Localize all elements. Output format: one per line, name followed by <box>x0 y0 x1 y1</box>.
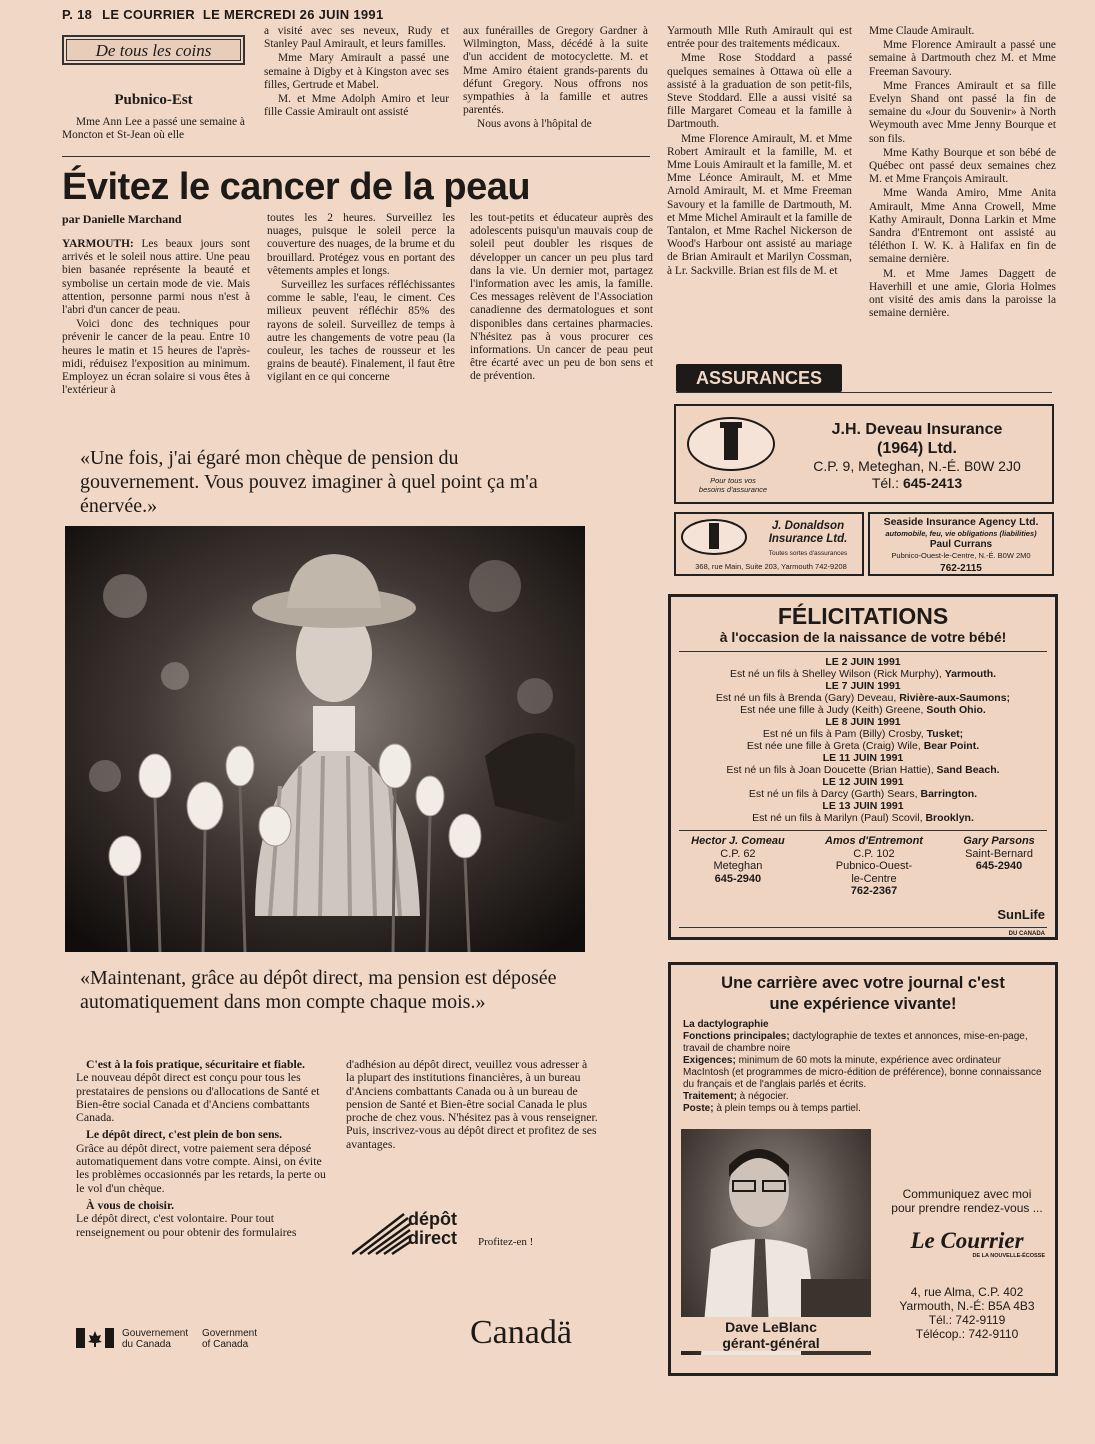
seaside-name: Seaside Insurance Agency Ltd. <box>883 516 1039 528</box>
manager-name: Dave LeBlanc <box>725 1319 817 1335</box>
career-item <box>683 1103 1043 1115</box>
agent-card <box>691 835 785 898</box>
seaside-tel: 762-2115 <box>940 563 982 574</box>
announcement-line <box>671 740 1055 752</box>
birth-announcements <box>671 656 1055 824</box>
paragraph: Mme Frances Amirault et sa fille Evelyn Shand ont passé la fin de semaine du «Jour du Souvenir» à North Weymouth avec Mme Jenny Bourque et son fils. <box>869 79 1056 145</box>
coins-column-3 <box>463 25 648 133</box>
deveau-name-2: (1964) Ltd. <box>876 440 957 457</box>
career-item-label: Exigences; <box>683 1055 736 1066</box>
paragraph: Mme Mary Amirault a passé une semaine à Digby et à Kingston avec ses filles, Gertrude et Mabel. <box>264 52 449 91</box>
paragraph: Mme Claude Amirault. <box>869 25 975 37</box>
paragraph: les tout-petits et éducateur auprès des adolescents puisqu'un mauvais coup de soleil peut doubler les risques de développer un cancer un peu plus tard dans la vie. Un dernier mot, partagez l'information avec les amis, la famille. Ces messages relèvent de l'Association canadienne des dermatologues et sont disponibles dans certaines pharmacies. N'hésitez pas à vous procurer ces informations. Un cancer de peau peut être écarté avec un peu de bon sens et de prévention. <box>470 212 653 383</box>
paragraph: Mme Florence Amirault, M. et Mme Robert Amirault et la famille, M. et Mme Louis Amirault et la famille, M. et Mme Léonce Amirault, M. et Mme Arnold Amirault, M. et Mme Freeman Savoury et la famille de Dartmouth, M. et Mme Michel Amirault et la famille de Tantalon, et Mme Rachel Nickerson de Wood's Harbour ont assisté au mariage de Brian Amirault et Marilyn Cossman, à Lr. Sackville. Brian est fils de M. et <box>667 132 852 277</box>
career-item-label: Fonctions principales; <box>683 1031 790 1042</box>
insurance-seal-icon <box>686 416 776 472</box>
felicitations-rule <box>679 830 1047 831</box>
career-item <box>683 1055 1043 1091</box>
announcement-date: LE 8 JUIN 1991 <box>825 716 901 728</box>
le-courrier-logo-sub: DE LA NOUVELLE-ÉCOSSE <box>972 1253 1045 1259</box>
career-item-text: minimum de 60 mots la minute, expérience avec ordinateur MacIntosh (et programmes de micro-édition de préférence), bonne connaissance du français et de l'anglais parlés et écrits. <box>683 1055 1042 1090</box>
agent-l2: Meteghan <box>713 860 763 872</box>
paragraph: toutes les 2 heures. Surveillez les nuages, puisque le soleil perce la couverture des nuages, de la brume et du brouillard. Protégez vous en portant des vêtements amples et longs. <box>267 212 455 277</box>
canada-wordmark: Canadä <box>470 1314 572 1351</box>
ad-quote-top: «Une fois, j'ai égaré mon chèque de pension du gouvernement. Vous pouvez imaginer à quel point ça m'a énervée.» <box>80 447 538 517</box>
page-number: P. 18 <box>62 7 93 22</box>
announcement-line <box>671 668 1055 680</box>
paragraph: aux funérailles de Gregory Gardner à Wilmington, Mass, décédé à la suite d'un accident de motocyclette. M. et Mme Amiro étaient grands-parents du défunt Gregory. Nous offrons nos sympathies à la famille et autres parentés. <box>463 25 648 117</box>
ad-body-left <box>76 1058 326 1239</box>
photo-illustration <box>65 526 585 952</box>
paragraph: Surveillez les surfaces réfléchissantes comme le sable, l'eau, le ciment. Ces milieux peuvent réfléchir 85% des rayons de soleil. Surveillez de temps à autre les changements de votre peau (la couleur, les taches de rousseur et les grains de beauté). Finalement, il faut être vigilant en ce qui concerne <box>267 279 455 384</box>
career-item-label: Traitement; <box>683 1091 737 1102</box>
ad-body-text: Grâce au dépôt direct, votre paiement sera déposé automatiquement dans votre compte. Ainsi, on évite les problèmes occasionnés par les retards, la perte ou le vol d'un chèque. <box>76 1140 326 1195</box>
agent-card <box>963 835 1035 898</box>
agent-l1: C.P. 62 <box>720 847 756 860</box>
page-header <box>62 7 383 22</box>
article-byline: par Danielle Marchand <box>62 212 182 226</box>
agent-tel: 645-2940 <box>975 860 1023 872</box>
ad-body-heading: C'est à la fois pratique, sécuritaire et fiable. <box>86 1057 305 1071</box>
career-item <box>683 1031 1043 1055</box>
announcement-date: LE 11 JUIN 1991 <box>822 752 904 764</box>
section-kicker-text: De tous les coins <box>66 39 241 61</box>
paragraph: Mme Florence Amirault a passé une semaine à Dartmouth chez M. et Mme Freeman Savoury. <box>869 39 1056 78</box>
agent-tel: 762-2367 <box>850 885 898 897</box>
gov-en-line-2: of Canada <box>202 1339 249 1350</box>
felicitations-ad <box>668 594 1058 940</box>
career-contact-2: pour prendre rendez-vous ... <box>891 1201 1043 1215</box>
sunlife-logo: SunLife <box>997 907 1045 922</box>
depot-direct-arrow-icon <box>352 1212 412 1256</box>
announcement-line <box>671 728 1055 740</box>
donaldson-tag: Toutes sortes d'assurances <box>768 550 848 557</box>
seaside-address: Pubnico-Ouest-le-Centre, N.-É. B0W 2M0 <box>891 551 1031 560</box>
ad-body-right: d'adhésion au dépôt direct, veuillez vous adresser à la plupart des institutions financières, à un bureau d'Anciens combattants Canada ou à un bureau de pension de Santé et Bien-être social Canada le plus proche de chez vous. N'hésitez pas à vous renseigner. Puis, inscrivez-vous au dépôt direct et profitez de ses avantages. <box>346 1057 598 1151</box>
government-signature <box>76 1326 276 1356</box>
agent-l3: le-Centre <box>851 872 897 885</box>
le-courrier-logo: Le Courrier <box>910 1228 1024 1253</box>
felicitations-rule <box>679 651 1047 652</box>
announcement-place: Barrington. <box>920 788 978 800</box>
paragraph: Mme Ann Lee a passé une semaine à Moncton et St-Jean où elle <box>62 116 245 142</box>
seaside-person: Paul Currans <box>929 539 993 550</box>
career-item-text: à plein temps ou à temps partiel. <box>713 1103 861 1114</box>
paper-name: LE COURRIER <box>102 7 195 22</box>
announcement-line <box>671 812 1055 824</box>
deveau-name: J.H. Deveau Insurance <box>831 421 1003 438</box>
deveau-address: C.P. 9, Meteghan, N.-É. B0W 2J0 <box>813 458 1021 474</box>
career-position: La dactylographie <box>683 1019 769 1030</box>
article-headline: Évitez le cancer de la peau <box>62 166 531 208</box>
agent-l1: Saint-Bernard <box>965 847 1033 860</box>
agent-tel: 645-2940 <box>714 872 762 885</box>
announcement-line <box>671 704 1055 716</box>
article-column-3 <box>470 212 653 385</box>
paragraph: Yarmouth Mlle Ruth Amirault qui est entrée pour des traitements médicaux. <box>667 25 852 51</box>
depot-tagline: Profitez-en ! <box>478 1236 534 1248</box>
career-item-text: à négocier. <box>736 1091 789 1102</box>
canada-flag-icon <box>76 1328 114 1348</box>
announcement-text: Est née une fille à Judy (Keith) Greene, <box>740 704 927 716</box>
assurances-rule <box>676 392 1052 393</box>
ad-body-text: Le nouveau dépôt direct est conçu pour tous les prestataires de pensions ou d'allocations de Santé et Bien-être social Canada et d'Anciens combattants Canada. <box>76 1070 320 1125</box>
announcement-place: South Ohio. <box>926 704 986 716</box>
depot-logo-line-2: direct <box>408 1228 458 1248</box>
seaside-types: automobile, feu, vie obligations (liabilities) <box>885 529 1037 538</box>
announcement-line <box>671 788 1055 800</box>
announcement-date: LE 2 JUIN 1991 <box>825 656 901 668</box>
deveau-slogan-2: besoins d'assurance <box>698 485 768 494</box>
community-subhead: Pubnico-Est <box>114 92 193 108</box>
deveau-tel-label: Tél.: <box>871 475 900 491</box>
brand-rule <box>679 927 1047 928</box>
career-tel: Tél.: 742-9119 <box>928 1313 1006 1327</box>
paragraph: Mme Wanda Amiro, Mme Anita Amirault, Mme Anna Crowell, Mme Kathy Amirault, Donna Larkin et Mme Sandra d'Entremont ont assisté au téléthon I. W. K. à Halifax en fin de semaine dernière. <box>869 187 1056 266</box>
deveau-slogan-1: Pour tous vos <box>710 476 756 485</box>
sunlife-sub: DU CANADA <box>1008 931 1045 937</box>
seaside-insurance-ad <box>868 512 1054 576</box>
career-item <box>683 1091 1043 1103</box>
coins-column-4 <box>667 25 852 279</box>
depot-direct-logo <box>352 1210 562 1260</box>
issue-date: LE MERCREDI 26 JUIN 1991 <box>202 7 384 22</box>
announcement-text: Est né un fils à Marilyn (Paul) Scovil, <box>752 812 926 824</box>
dateline: YARMOUTH: <box>62 238 134 250</box>
career-ad <box>668 962 1058 1376</box>
gov-fr-line-1: Gouvernement <box>122 1328 189 1339</box>
paragraph: a visité avec ses neveux, Rudy et Stanley Paul Amirault, et leurs familles. <box>264 25 449 51</box>
agent-l2: Pubnico-Ouest- <box>835 860 913 872</box>
article-column-1 <box>62 238 250 398</box>
announcement-text: Est né un fils à Joan Doucette (Brian Hattie), <box>726 764 937 776</box>
agent-card <box>825 835 923 898</box>
ad-body-text: Le dépôt direct, c'est volontaire. Pour tout renseignement ou pour obtenir des formulaires <box>76 1211 297 1239</box>
announcement-date: LE 12 JUIN 1991 <box>822 776 904 788</box>
ad-photo-woman-with-tulips <box>65 526 585 952</box>
paragraph: M. et Mme Adolph Amiro et leur fille Cassie Amirault ont assisté <box>264 93 449 119</box>
announcement-text: Est né un fils à Shelley Wilson (Rick Murphy), <box>729 668 945 680</box>
deveau-tel: 645-2413 <box>902 475 963 491</box>
coins-column-5 <box>869 25 1056 321</box>
assurances-label: ASSURANCES <box>676 364 842 392</box>
donaldson-insurance-ad <box>674 512 864 576</box>
paragraph: Mme Kathy Bourque et son bébé de Québec ont passé deux semaines chez M. et Mme François Amirault. <box>869 146 1056 186</box>
paragraph: Mme Rose Stoddard a passé quelques semaines à Ottawa où elle a assisté à la graduation de son petit-fils, Steve Stoddard. Elle a aussi visité sa fille Margaret Comeau et la famille à Dartmouth. <box>667 52 852 131</box>
ad-body-heading: À vous de choisir. <box>86 1197 175 1212</box>
coins-column-1 <box>62 116 245 143</box>
donaldson-name-2: Insurance Ltd. <box>768 533 848 545</box>
announcement-text: Est né un fils à Brenda (Gary) Deveau, <box>715 692 900 704</box>
donaldson-address: 368, rue Main, Suite 203, Yarmouth 742-9208 <box>695 562 847 571</box>
paragraph: M. et Mme James Daggett de Haverhill et une amie, Gloria Holmes ont visité des amis dans la paroisse la semaine dernière. <box>869 267 1056 320</box>
paragraph: Nous avons à l'hôpital de <box>477 118 592 131</box>
announcement-text: Est née une fille à Greta (Craig) Wile, <box>746 740 924 752</box>
career-address-1: 4, rue Alma, C.P. 402 <box>910 1285 1024 1299</box>
announcement-line <box>671 764 1055 776</box>
announcement-place: Sand Beach. <box>936 764 1000 776</box>
ad-quote-bottom: «Maintenant, grâce au dépôt direct, ma pension est déposée automatiquement dans mon compte chaque mois.» <box>80 967 557 1013</box>
gov-en-line-1: Government <box>202 1328 258 1339</box>
career-address-2: Yarmouth, N.-É: B5A 4B3 <box>899 1299 1035 1313</box>
article-paragraph: Les beaux jours sont arrivés et le soleil nous attire. Une peau bien basanée représente la beauté et symbolise un certain mode de vie. Mais attention, personne parmi nous n'est à l'abri d'un cancer de peau. <box>62 238 250 317</box>
career-item-label: Poste; <box>683 1103 714 1114</box>
announcement-date: LE 7 JUIN 1991 <box>825 680 901 692</box>
article-column-2 <box>267 212 455 386</box>
career-item-text: dactylographie de textes et annonces, mise-en-page, travail de chambre noire <box>683 1031 1028 1054</box>
section-kicker <box>62 35 245 65</box>
sunlife-agents <box>671 835 1055 898</box>
announcement-place: Rivière-aux-Saumons; <box>899 692 1011 704</box>
insurance-seal-icon <box>680 518 748 556</box>
career-title-2: une expérience vivante! <box>769 995 957 1013</box>
agent-name: Amos d'Entremont <box>825 835 923 847</box>
section-divider <box>62 156 650 157</box>
deveau-insurance-ad <box>674 404 1054 504</box>
article-paragraph: Voici donc des techniques pour prévenir le cancer de la peau. Entre 10 heures le matin et 15 heures de l'après-midi, réduisez l'exposition au minimum. Employez un écran solaire si vous êtes à l'extérieur à <box>62 318 250 397</box>
coins-column-2 <box>264 25 449 120</box>
announcement-place: Tusket; <box>926 728 964 740</box>
announcement-place: Yarmouth. <box>944 668 997 680</box>
announcement-line <box>671 692 1055 704</box>
felicitations-subtitle: à l'occasion de la naissance de votre bébé! <box>719 629 1007 645</box>
career-details <box>671 1015 1055 1115</box>
gov-fr-line-2: du Canada <box>122 1339 171 1350</box>
announcement-text: Est né un fils à Darcy (Garth) Sears, <box>748 788 921 800</box>
donaldson-name-1: J. Donaldson <box>771 520 845 532</box>
felicitations-title: FÉLICITATIONS <box>777 603 949 629</box>
ad-body-heading: Le dépôt direct, c'est plein de bon sens. <box>86 1127 283 1142</box>
manager-role: gérant-général <box>722 1335 820 1351</box>
career-contact-1: Communiquez avec moi <box>902 1187 1032 1201</box>
agent-l1: C.P. 102 <box>853 847 895 860</box>
career-fax: Télécop.: 742-9110 <box>915 1327 1019 1341</box>
announcement-place: Brooklyn. <box>925 812 974 824</box>
announcement-text: Est né un fils à Pam (Billy) Crosby, <box>762 728 927 740</box>
agent-name: Hector J. Comeau <box>691 835 785 847</box>
announcement-place: Bear Point. <box>923 740 980 752</box>
agent-name: Gary Parsons <box>963 835 1035 847</box>
sunlife-brand-bar <box>679 907 1047 937</box>
announcement-date: LE 13 JUIN 1991 <box>822 800 904 812</box>
career-title-1: Une carrière avec votre journal c'est <box>721 974 1005 992</box>
depot-logo-line-1: dépôt <box>408 1209 457 1229</box>
